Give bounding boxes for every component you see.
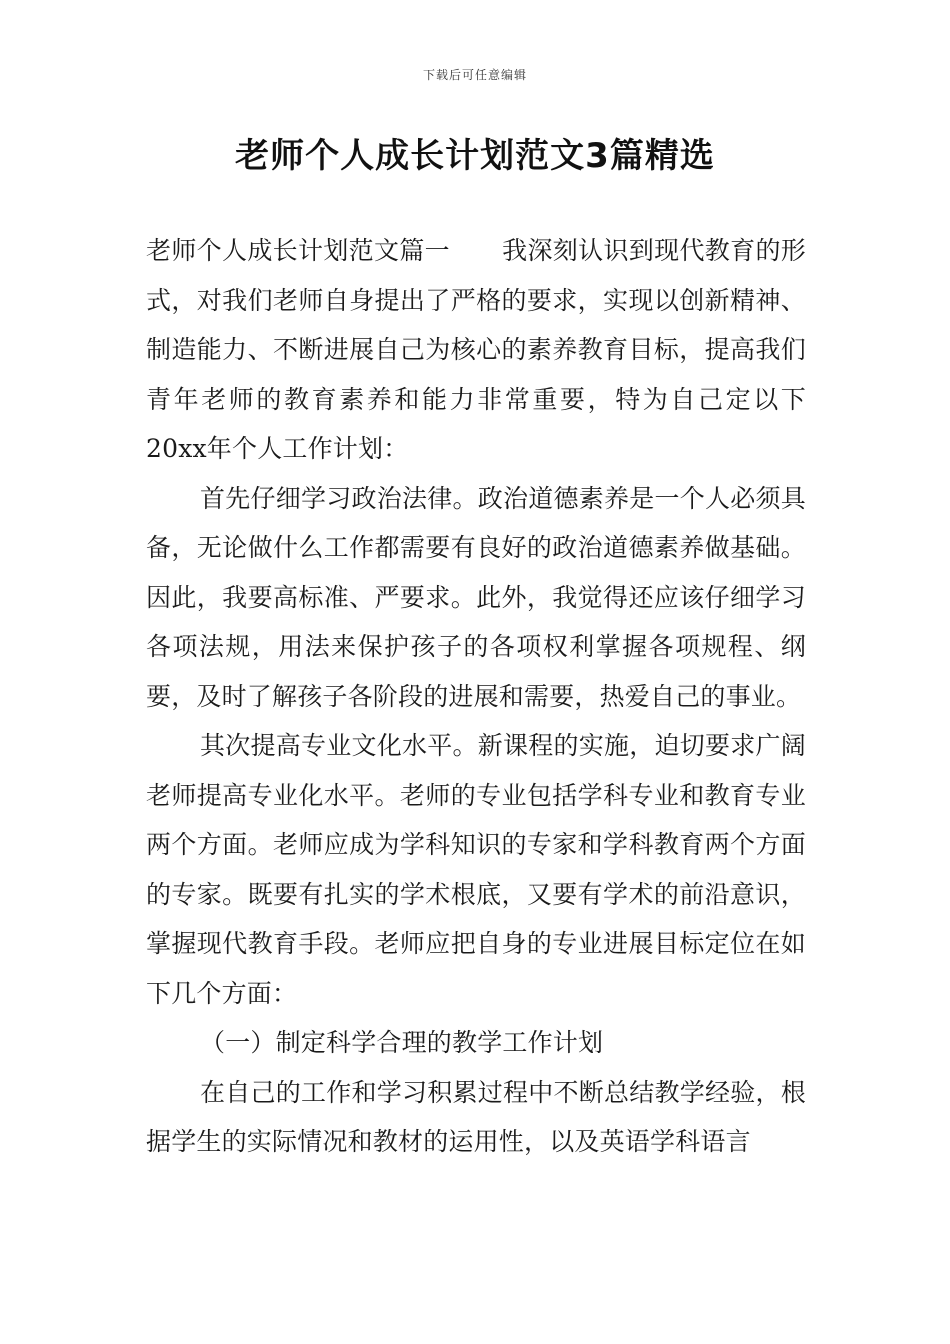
paragraph-3: 其次提高专业文化水平。新课程的实施，迫切要求广阔老师提高专业化水平。老师的专业包括学科专业和教育专业两个方面。老师应成为学科知识的专家和学科教育两个方面的专家。既要有扎实的学术根底，又要有学术的前沿意识，掌握现代教育手段。老师应把自身的专业进展目标定位在如下几个方面： [146, 731, 806, 1008]
section-heading: 老师个人成长计划范文篇一 [146, 236, 450, 265]
paragraph-1-body: 我深刻认识到现代教育的形式，对我们老师自身提出了严格的要求，实现以创新精神、制造能力、不断进展自己为核心的素养教育目标，提高我们青年老师的教育素养和能力非常重要，特为自己定以下20xx年个人工作计划： [146, 236, 806, 463]
document-body [146, 226, 806, 1167]
header-note: 下载后可任意编辑 [422, 68, 527, 82]
paragraph-4: （一）制定科学合理的教学工作计划 [200, 1028, 604, 1057]
paragraph-5: 在自己的工作和学习积累过程中不断总结教学经验，根据学生的实际情况和教材的运用性，以及英语学科语言 [146, 1077, 806, 1156]
paragraph-2: 首先仔细学习政治法律。政治道德素养是一个人必须具备，无论做什么工作都需要有良好的政治道德素养做基础。因此，我要高标准、严要求。此外，我觉得还应该仔细学习各项法规，用法来保护孩子的各项权利掌握各项规程、纲要，及时了解孩子各阶段的进展和需要，热爱自己的事业。 [146, 483, 806, 711]
document-title: 老师个人成长计划范文3篇精选 [235, 136, 715, 176]
paragraph-1 [146, 226, 806, 474]
